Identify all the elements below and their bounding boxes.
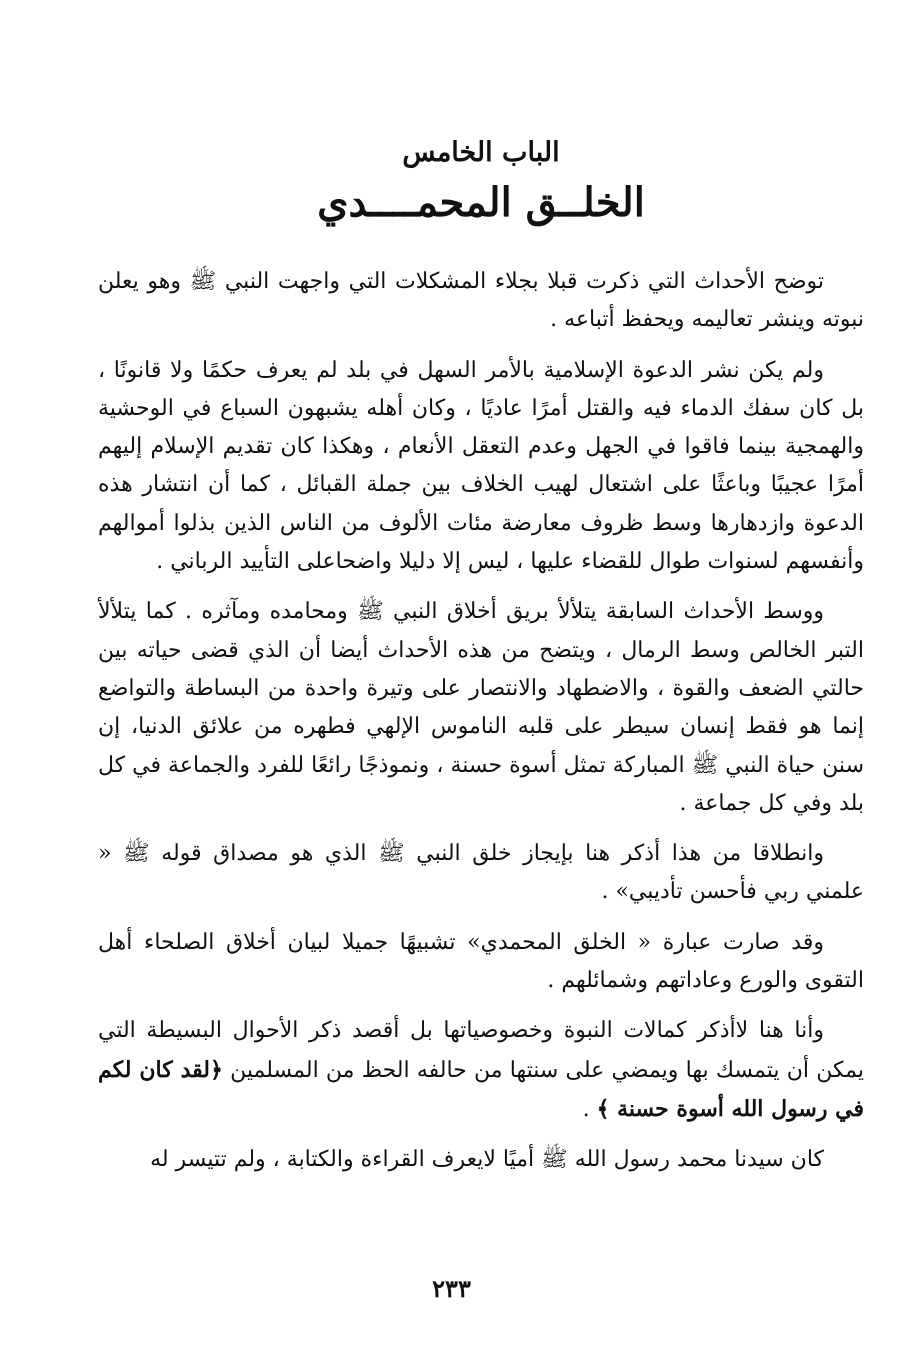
paragraph: ووسط الأحداث السابقة يتلألأ بريق أخلاق النبي ﷺ ومحامده ومآثره . كما يتلألأ التبر الخالص وسط الرمال ، ويتضح من هذه الأحداث أيضا أن الذي قضى حياته بين حالتي الضعف والقوة ، والاضطهاد والانتصار على وتيرة واحدة من البساطة والتواضع إنما هو فقط إنسان سيطر على قلبه الناموس الإلهي فطهره من علائق الدنيا، إن سنن حياة النبي ﷺ المباركة تمثل أسوة حسنة ، ونموذجًا رائعًا للفرد والجماعة في كل بلد وفي كل جماعة .: [98, 599, 864, 816]
chapter-title: الخلــق المحمــــدي: [317, 179, 645, 226]
paragraph-text-end: .: [582, 1096, 597, 1122]
body-text: [98, 263, 864, 1180]
paragraph: توضح الأحداث التي ذكرت قبلا بجلاء المشكلات التي واجهت النبي ﷺ وهو يعلن نبوته وينشر تعاليمه ويحفظ أتباعه .: [98, 269, 864, 333]
book-page: [98, 135, 864, 1192]
paragraph: وقد صارت عبارة « الخلق المحمدي» تشبيهًا جميلا لبيان أخلاق الصلحاء أهل التقوى والورع وعاداتهم وشمائلهم .: [98, 929, 864, 994]
paragraph: وانطلاقا من هذا أذكر هنا بإيجاز خلق النبي ﷺ الذي هو مصداق قوله ﷺ « علمني ربي فأحسن تأديبي» .: [98, 841, 864, 905]
chapter-label: الباب الخامس: [402, 137, 560, 168]
quran-quote: ﴿لقد كان لكم في رسول الله أسوة حسنة ﴾: [98, 1056, 864, 1122]
paragraph: ولم يكن نشر الدعوة الإسلامية بالأمر السهل في بلد لم يعرف حكمًا ولا قانونًا ، بل كان سفك الدماء فيه والقتل أمرًا عاديًا ، وكان أهله يشبهون السباع في الوحشية والهمجية بينما فاقوا في الجهل وعدم التعقل الأنعام ، وهكذا كان تقديم الإسلام إليهم أمرًا عجيبًا وباعثًا على اشتعال لهيب الخلاف بين جملة القبائل ، كما أن انتشار هذه الدعوة وازدهارها وسط ظروف معارضة مئات الألوف من الناس الذين بذلوا أموالهم وأنفسهم لسنوات طوال للقضاء عليها ، ليس إلا دليلا واضحاعلى التأييد الرباني .: [98, 357, 864, 575]
page-number: ٢٣٣: [432, 1274, 471, 1303]
paragraph-text: وأنا هنا لاأذكر كمالات النبوة وخصوصياتها بل أقصد ذكر الأحوال البسيطة التي يمكن أن يتمسك بها ويمضي على سنتها من حالفه الحظ من المسلمين: [98, 1018, 864, 1083]
paragraph-with-quote: [98, 1012, 864, 1129]
paragraph: كان سيدنا محمد رسول الله ﷺ أميًا لايعرف القراءة والكتابة ، ولم تتيسر له: [150, 1147, 824, 1173]
